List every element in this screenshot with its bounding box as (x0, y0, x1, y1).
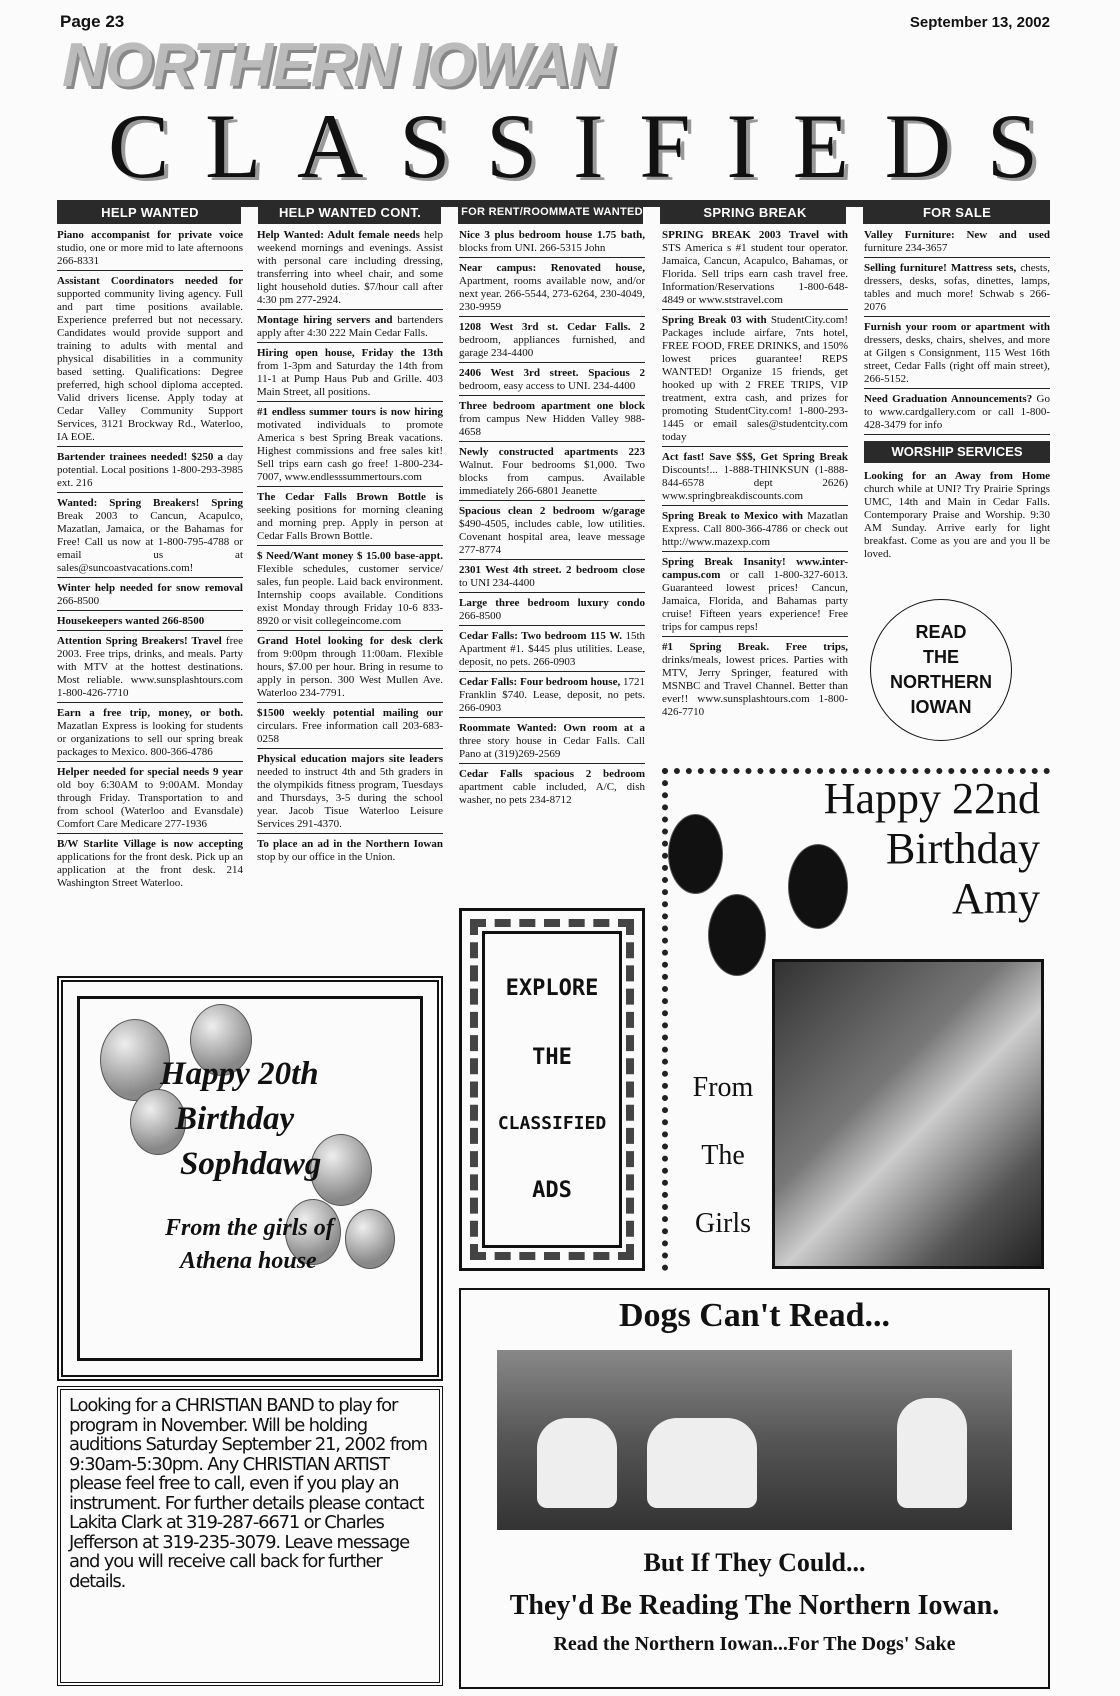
ad-lead: #1 Spring Break. Free trips, (662, 641, 848, 653)
ad-lead: Cedar Falls: Two bedroom 115 W. (459, 630, 622, 642)
greeting-line: Birthday (886, 824, 1040, 873)
section-heading: FOR SALE (922, 204, 992, 220)
ad-body: Break 2003 to Cancun, Acapulco, Mazatlan, Jamaica, or the Bahamas for Free! Call us now at 1-800-795-4788 or email us at sales@suncoastvacations.com! (57, 510, 243, 574)
classified-ad (257, 837, 443, 866)
ad-lead: Cedar Falls spacious 2 bedroom (459, 768, 645, 780)
ad-lead: 2406 West 3rd street. Spacious 2 (459, 367, 645, 379)
ad-body: Walnut. Four bedrooms $1,000. Two blocks from campus. Available immediately 266-6801 Jeanette (459, 459, 645, 497)
classified-ad (864, 392, 1050, 435)
badge-line: NORTHERN (890, 672, 992, 692)
ad-lead: $ Need/Want money $ 15.00 base-appt. (257, 550, 443, 562)
badge-line: THE (923, 647, 959, 667)
greeting-from (682, 1054, 764, 1258)
classified-ad (257, 634, 443, 703)
greeting-line: Sophdawg (180, 1146, 322, 1182)
ad-body: Mazatlan Express. Call 800-366-4786 or check out http://www.mazexp.com (662, 510, 848, 548)
column-for-rent (459, 228, 645, 812)
title-letter: E (792, 95, 849, 197)
ad-lead: Selling furniture! Mattress sets, (864, 262, 1017, 274)
section-heading: SPRING BREAK (703, 204, 807, 220)
classified-ad (257, 549, 443, 631)
ad-body: Go to www.cardgallery.com or call 1-800-428-3479 for info (864, 393, 1050, 431)
divider (441, 207, 458, 224)
classified-ad (662, 228, 848, 310)
balloon-icon (708, 894, 766, 976)
ad-lead: Physical education majors site leaders (257, 753, 443, 765)
ad-body: studio, one or more mid to late afternoons 266-8331 (57, 242, 243, 267)
ad-body: motivated individuals to promote America s best Spring Break vacations. Highest commissions and free sales kit! Sell trips earn cash go free! 1-800-234-7007, www.endlesssummertours.com (257, 419, 443, 483)
greeting-line: Happy 20th (160, 1056, 319, 1092)
column-help-wanted-cont (257, 228, 443, 869)
ad-body: 1721 Franklin $740. Lease, deposit, no pets. 266-0903 (459, 676, 645, 714)
dog-figure (647, 1418, 757, 1508)
ad-lead: Large three bedroom luxury condo (459, 597, 645, 609)
greeting-line: Amy (952, 874, 1040, 923)
ad-lead: B/W Starlite Village is now accepting (57, 838, 243, 850)
classified-ad (459, 721, 645, 764)
title-letter: L (205, 95, 262, 197)
page-title (108, 95, 1038, 197)
ad-body: three story house in Cedar Falls. Call Pano at (319)269-2569 (459, 735, 645, 760)
classified-ad (57, 706, 243, 762)
ad-body: supported community living agency. Full and part time positions available. Experience preferred but not necessary. Candidates would provide support and training to adults with mental and physical disabilities in a community based setting. Qualifications: Degree preferred, high school diploma accepted. Valid drivers license. Apply today at Cedar Valley Community Support Services, 3121 Brockway Rd., Waterloo, IA EOE. (57, 288, 243, 443)
ad-lead: #1 endless summer tours is now hiring (257, 406, 443, 418)
divider (241, 207, 258, 224)
classified-ad (864, 228, 1050, 258)
ad-lead: 2301 West 4th street. 2 bedroom close (459, 564, 645, 576)
dogs-line: They'd Be Reading The Northern Iowan. (509, 1590, 1000, 1621)
ad-body: old boy 6:30AM to 9:00AM. Monday through Friday. Transportation to and from school (Waterloo and Evansdale) Comfort Care Medicare 277-1936 (57, 779, 243, 830)
christian-band-ad (57, 1386, 443, 1686)
ad-lead: Assistant Coordinators needed for (57, 275, 243, 287)
ad-body: free 2003. Free trips, drinks, and meals. Party with MTV at the hottest destinations. Most reliable. www.sunsplashtours.com 1-800-426-7710 (57, 635, 243, 699)
title-letter: I (726, 95, 757, 197)
ad-lead: Helper needed for special needs 9 year (57, 766, 243, 778)
classified-ad (459, 563, 645, 593)
classified-ad (57, 614, 243, 631)
ad-body: from campus New Hidden Valley 988-4658 (459, 413, 645, 438)
dogs-line: Read the Northern Iowan...For The Dogs' Sake (553, 1633, 956, 1655)
ad-body: STS America s #1 student tour operator. Jamaica, Cancun, Acapulco, Bahamas, or Florida. Sell trips earn cash travel free. Information/Reservations 1-800-648-4849 or www.ststravel.com (662, 242, 848, 306)
classified-ad (864, 469, 1050, 563)
classified-ad (662, 555, 848, 637)
ad-lead: Wanted: Spring Breakers! Spring (57, 497, 243, 509)
classified-ad (459, 504, 645, 560)
ad-body: 266-8500 (459, 610, 502, 622)
explore-line: CLASSIFIED (497, 1113, 607, 1135)
page-number: Page 23 (60, 12, 125, 31)
section-heading: FOR RENT/ROOMMATE WANTED (461, 206, 643, 218)
from-line: Girls (695, 1208, 751, 1239)
column-spring-break (662, 228, 848, 724)
ad-lead: Act fast! Save $$$, Get Spring Break (662, 451, 848, 463)
dog-figure (897, 1398, 967, 1508)
ad-lead: Help Wanted: Adult female needs (257, 229, 420, 241)
greeting-line: Happy 22nd (823, 774, 1040, 823)
ad-body: Flexible schedules, customer service/ sales, fun people. Laid back environment. Internship coops available. Conditions exist Monday through Friday 10-6 833-8920 or visit collegeincome.com (257, 563, 443, 627)
classified-ad (459, 366, 645, 396)
badge-line: READ (915, 622, 967, 642)
title-letter: D (884, 95, 952, 197)
classified-ad (459, 767, 645, 809)
classified-ad (459, 596, 645, 626)
ad-body: chests, dressers, desks, sofas, dinettes, lamps, tables and much more! Schwab s 266-2076 (864, 262, 1051, 313)
classified-ad (57, 450, 243, 493)
ad-body: stop by our office in the Union. (257, 851, 396, 863)
birthday-ad-sophdawg (57, 976, 443, 1381)
divider (846, 207, 863, 224)
dogs-promo-ad (459, 1288, 1050, 1689)
ad-body: seeking positions for morning cleaning and morning prep. Apply in person at Cedar Falls Brown Bottle. (257, 504, 443, 542)
ad-body: Mazatlan Express is looking for students or organizations to sell our spring break packages to Mexico. 800-366-4786 (57, 720, 243, 758)
dogs-photo (497, 1350, 1012, 1530)
ad-body: furniture 234-3657 (864, 242, 948, 254)
ad-lead: To place an ad in the Northern Iowan (257, 838, 443, 850)
badge-line: IOWAN (910, 697, 972, 717)
ad-lead: Furnish your room or apartment with (864, 321, 1050, 333)
classified-ad (864, 261, 1050, 317)
ad-lead: The Cedar Falls Brown Bottle is (257, 491, 443, 503)
ad-body: StudentCity.com! Packages include airfare, 7nts hotel, FREE FOOD, FREE DRINKS, and 150% lowest prices guarantee! REPS WANTED! Organize 15 friends, get hooked up with 2 FREE TRIPS, VIP treatment, extra cash, and prizes for promoting StudentCity.com! 1-800-293-1445 or email sales@studentcity.com today (662, 314, 849, 443)
explore-classifieds-ad (459, 908, 645, 1271)
title-letter: A (297, 95, 364, 197)
classified-ad (459, 629, 645, 672)
ad-lead: Cedar Falls: Four bedroom house, (459, 676, 621, 688)
ad-body: from 1-3pm and Saturday the 14th from 11-1 at Pump Haus Pub and Grille. 403 Main Street, all positions. (257, 360, 443, 398)
issue-date: September 13, 2002 (909, 14, 1050, 31)
ad-lead: Spacious clean 2 bedroom w/garage (459, 505, 645, 517)
ad-body: needed to instruct 4th and 5th graders in the olympikids fitness program, Tuesdays and Thursdays, 3-5 during the school year. Jacob Tisue Waterloo Leisure Services 291-4370. (257, 766, 443, 830)
ad-lead: Looking for an Away from Home (864, 470, 1050, 482)
greeting-line: Birthday (175, 1101, 295, 1137)
ad-body: drinks/meals, lowest prices. Parties with MTV, Jerry Springer, featured with MSNBC and Travel Channel. Better than ever!! www.sunsplashtours.com 1-800-426-7710 (662, 654, 848, 718)
title-letter: I (573, 95, 604, 197)
ad-body: bedroom, easy access to UNI. 234-4400 (459, 380, 636, 392)
dogs-title: Dogs Can't Read... (618, 1297, 891, 1334)
classified-ad (257, 706, 443, 749)
classified-ad (257, 228, 443, 310)
ad-body: $490-4505, includes cable, low utilities. Covenant hospital area, leave message 277-8774 (459, 518, 645, 556)
ad-lead: Newly constructed apartments 223 (459, 446, 645, 458)
title-letter: S (486, 95, 538, 197)
ad-lead: Roommate Wanted: Own room at a (459, 722, 645, 734)
ad-lead: Montage hiring servers and (257, 314, 393, 326)
ad-lead: Need Graduation Announcements? (864, 393, 1033, 405)
ad-body: apartment cable included, A/C, dish washer, no pets 234-8712 (459, 781, 645, 806)
classified-ad (662, 450, 848, 506)
classified-ad (459, 320, 645, 363)
ad-lead: Winter help needed for snow removal (57, 582, 243, 594)
ad-body: day potential. Local positions 1-800-293-3985 ext. 216 (57, 451, 243, 489)
ad-lead: Spring Break Insanity! www.inter-campus.com (662, 556, 848, 581)
classified-ad (57, 274, 243, 447)
ad-body: applications for the front desk. Pick up an application at the front desk. 214 Washington Street Waterloo. (57, 851, 243, 889)
classified-ad (57, 765, 243, 834)
from-line: From (692, 1072, 754, 1103)
section-heading: HELP WANTED CONT. (278, 204, 422, 220)
ad-body: bartenders apply after 4:30 222 Main Cedar Falls. (257, 314, 444, 339)
explore-line: EXPLORE (505, 975, 599, 1001)
classified-ad (57, 634, 243, 703)
ad-body: to UNI 234-4400 (459, 577, 535, 589)
classified-ad (662, 640, 848, 721)
ad-lead: Near campus: Renovated house, (459, 262, 645, 274)
ad-body: dressers, desks, chairs, shelves, and more at Gilgen s Consignment, 115 West 16th street, Cedar Falls (right off main street), 266-5152. (864, 334, 1050, 385)
explore-line: THE (532, 1044, 572, 1070)
balloon-icon (788, 844, 848, 929)
classified-ad (57, 581, 243, 611)
classified-ad (459, 399, 645, 442)
ad-lead: $1500 weekly potential mailing our (257, 707, 443, 719)
greeting-from: Athena house (180, 1248, 317, 1274)
title-letter: S (399, 95, 451, 197)
section-header-bar (57, 200, 1050, 224)
amy-photo (772, 959, 1044, 1269)
classified-ad (257, 405, 443, 487)
ad-lead: Nice 3 plus bedroom house 1.75 bath, (459, 229, 645, 241)
classified-ad (57, 228, 243, 271)
ad-lead: Three bedroom apartment one block (459, 400, 645, 412)
ad-lead: Piano accompanist for private voice (57, 229, 243, 241)
ad-body: Apartment, rooms available now, and/or next year. 266-5544, 273-6264, 230-4049, 230-9959 (459, 275, 645, 313)
ad-lead: Spring Break to Mexico with (662, 510, 803, 522)
ad-lead: Earn a free trip, money, or both. (57, 707, 243, 719)
divider (643, 207, 660, 224)
ad-body: or call 1-800-327-6013. Guaranteed lowest prices! Cancun, Jamaica, Florida, and Bahamas party cruise! Fifteen years experience! Free trips for campus reps! (662, 569, 848, 633)
title-letter: C (108, 95, 170, 197)
title-letter: S (986, 95, 1038, 197)
explore-line: ADS (532, 1178, 572, 1204)
classified-ad (864, 320, 1050, 389)
dogs-line: But If They Could... (643, 1548, 866, 1577)
ad-lead: Housekeepers wanted 266-8500 (57, 615, 205, 627)
classified-ad (459, 445, 645, 501)
classified-ad (57, 837, 243, 892)
ad-lead: Attention Spring Breakers! Travel (57, 635, 222, 647)
classified-ad (257, 752, 443, 834)
ad-lead: Grand Hotel looking for desk clerk (257, 635, 443, 647)
newspaper-logo: NORTHERN IOWAN (62, 31, 612, 100)
classified-ad (257, 490, 443, 546)
section-heading: WORSHIP SERVICES (864, 441, 1050, 463)
classified-ad (257, 346, 443, 402)
ad-lead: SPRING BREAK 2003 Travel with (662, 229, 848, 241)
classified-ad (459, 261, 645, 317)
section-heading: HELP WANTED (101, 204, 199, 220)
ad-body: bedroom, appliances furnished, and garage 234-4400 (459, 334, 645, 359)
band-ad-text: Looking for a CHRISTIAN BAND to play for program in November. Will be holding auditions Saturday September 21, 2002 from 9:30am-5:30pm. Any CHRISTIAN ARTIST please feel free to call, even if you play an instrument. For further details please contact Lakita Clark at 319-287-6671 or Charles Jefferson at 319-235-3079. Leave message and you will receive call back for further details. (69, 1395, 427, 1592)
classified-ad (662, 313, 848, 447)
ad-lead: Spring Break 03 with (662, 314, 767, 326)
ad-body: 266-8500 (57, 595, 100, 607)
from-line: The (701, 1140, 745, 1171)
classified-ad (459, 228, 645, 258)
classified-ad (57, 496, 243, 578)
ad-body: 15th Apartment #1. $445 plus utilities. Lease, deposit, no pets. 266-0903 (459, 630, 645, 668)
balloon-icon (668, 814, 723, 894)
ad-lead: Hiring open house, Friday the 13th (257, 347, 443, 359)
ad-body: Discounts!... 1-888-THINKSUN (1-888-844-6578 dept 2626) www.springbreakdiscounts.com (662, 464, 848, 502)
classified-ad (257, 313, 443, 343)
greeting-from: From the girls of (165, 1215, 334, 1241)
ad-body: help weekend mornings and evenings. Assist with personal care including dressing, transferring into wheel chair, and some light household duties. $7/hour call after 4:30 pm 277-2924. (257, 229, 443, 306)
ad-lead: Valley Furniture: New and used (864, 229, 1050, 241)
ad-body: from 9:00pm through 11:00am. Flexible hours, $7.00 per hour. Bring in resume to apply in person. 300 West Mullen Ave. Waterloo 234-7791. (257, 648, 443, 699)
classified-ad (459, 675, 645, 718)
column-for-sale (864, 228, 1050, 566)
balloon-icon (345, 1209, 395, 1269)
ad-body: church while at UNI? Try Prairie Springs UMC, 14th and Main in Cedar Falls. Contemporary Praise and Worship. 9:30 AM Sunday. Arrive early for light breakfast. Come as you are and you ll be loved. (864, 483, 1050, 560)
ad-body: circulars. Free information call 203-683-0258 (257, 720, 443, 745)
ad-lead: 1208 West 3rd st. Cedar Falls. 2 (459, 321, 645, 333)
ad-lead: Bartender trainees needed! $250 a (57, 451, 223, 463)
read-northern-iowan-badge (870, 599, 1012, 741)
column-help-wanted (57, 228, 243, 895)
dog-figure (537, 1418, 617, 1508)
ad-body: blocks from UNI. 266-5315 John (459, 242, 606, 254)
title-letter: F (639, 95, 691, 197)
classified-ad (662, 509, 848, 552)
